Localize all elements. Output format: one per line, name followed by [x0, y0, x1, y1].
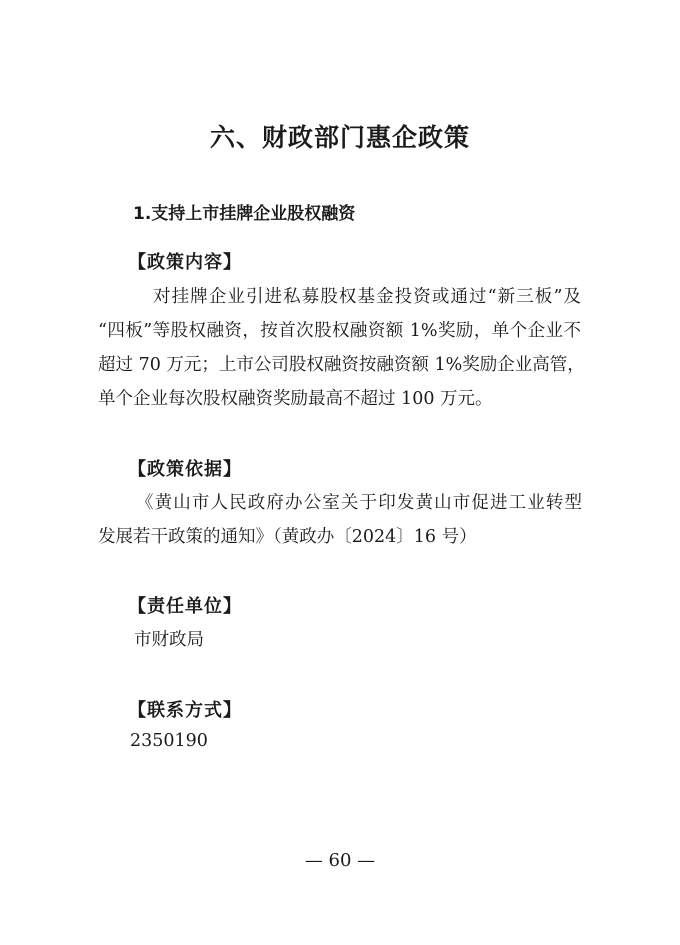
page-title: 六、财政部门惠企政策: [209, 123, 470, 152]
responsible-unit-label: 【责任单位】: [128, 596, 242, 617]
policy-content-label: 【政策内容】: [128, 252, 242, 273]
policy-content-line: “四板”等股权融资，按首次股权融资额 1%奖励，单个企业不: [98, 321, 581, 341]
policy-basis-label: 【政策依据】: [128, 459, 242, 480]
responsible-unit-value: 市财政局: [134, 630, 204, 650]
contact-value: 2350190: [130, 731, 208, 751]
page-number: — 60 —: [304, 850, 376, 871]
policy-content-line: 对挂牌企业引进私募股权基金投资或通过“新三板”及: [153, 287, 581, 307]
policy-content-line: 单个企业每次股权融资奖励最高不超过 100 万元。: [98, 389, 493, 409]
section-heading: 1.支持上市挂牌企业股权融资: [133, 204, 356, 224]
policy-content-line: 超过 70 万元；上市公司股权融资按融资额 1%奖励企业高管，: [98, 355, 585, 375]
contact-label: 【联系方式】: [128, 700, 242, 721]
policy-basis-line: 发展若干政策的通知》（黄政办〔2024〕16 号）: [98, 527, 477, 547]
policy-basis-line: 《黄山市人民政府办公室关于印发黄山市促进工业转型: [136, 493, 582, 513]
